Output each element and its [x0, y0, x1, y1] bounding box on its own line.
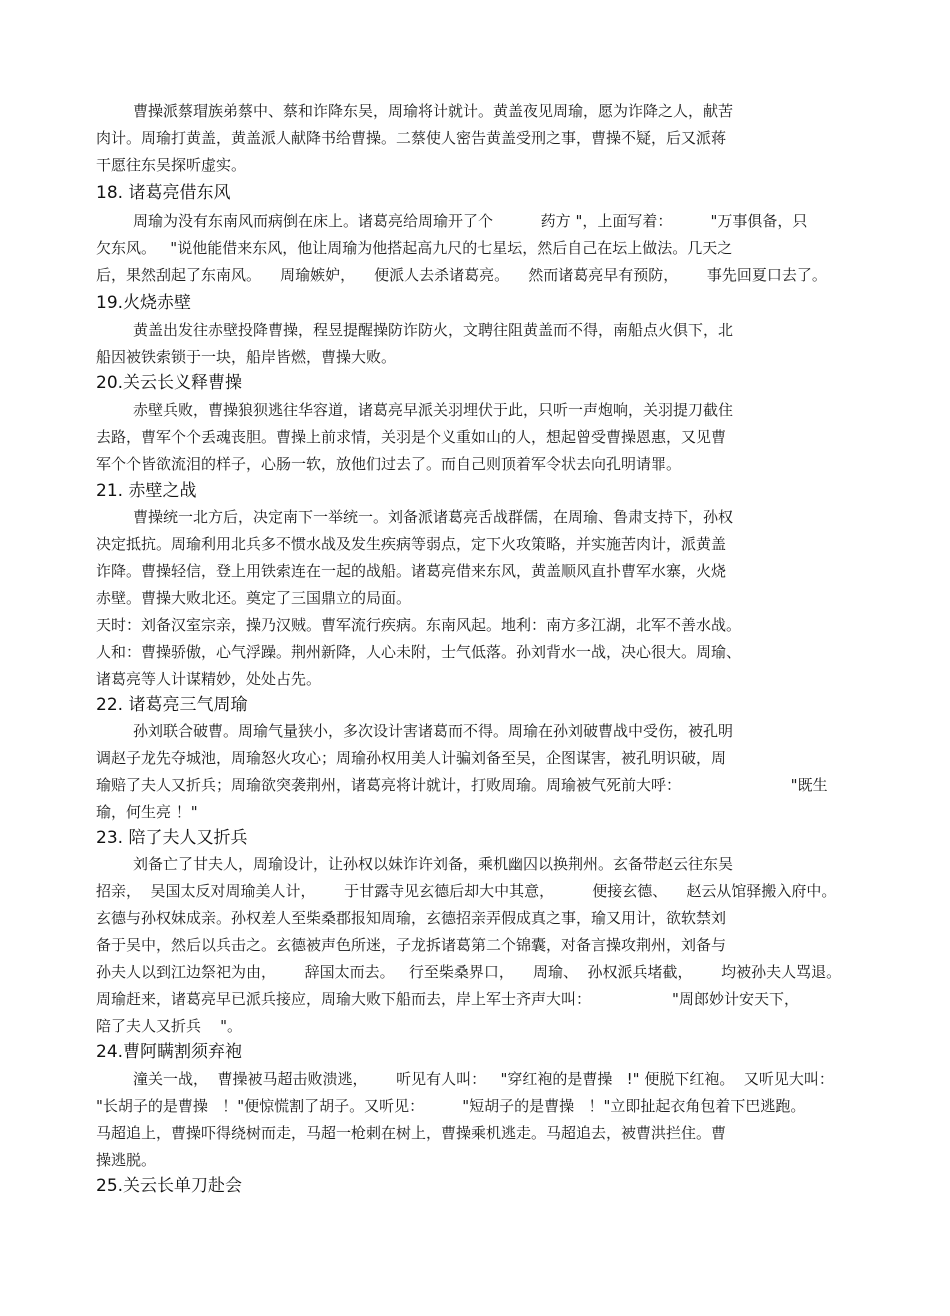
text-line: 欠东风。 "说他能借来东风，他让周瑜为他搭起高九尺的七星坛，然后自己在坛上做法。几天之 [96, 239, 733, 257]
text-line: 操逃脱。 [96, 1151, 157, 1169]
text-line: 去路，曹军个个丢魂丧胆。曹操上前求情，关羽是个义重如山的人，想起曾受曹操恩惠，又见曹 [96, 428, 727, 446]
text-line: 黄盖出发往赤壁投降曹操，程昱提醒操防诈防火，文聘往阻黄盖而不得，南船点火俱下，北 [133, 321, 734, 339]
text-line: 周瑜为没有东南风而病倒在床上。诸葛亮给周瑜开了个 药方 "，上面写着： "万事俱备，只 [133, 212, 808, 230]
text-line: 诈降。曹操轻信，登上用铁索连在一起的战船。诸葛亮借来东风，黄盖顺风直扑曹军水寨，火烧 [96, 562, 727, 580]
section-heading: 18. 诸葛亮借东风 [96, 183, 231, 203]
text-line: 决定抵抗。周瑜利用北兵多不惯水战及发生疾病等弱点，定下火攻策略，并实施苦肉计，派黄盖 [96, 535, 727, 553]
text-line: 招亲， 吴国太反对周瑜美人计， 于甘露寺见玄德后却大中其意， 便接玄德、 赵云从馆驿搬入府中。 [96, 882, 837, 900]
text-line: 诸葛亮等人计谋精妙，处处占先。 [96, 670, 322, 688]
text-line: 人和：曹操骄傲，心气浮躁。荆州新降，人心未附，士气低落。孙刘背水一战，决心很大。周瑜、 [96, 643, 742, 661]
text-line: "长胡子的是曹操 ！"便惊慌割了胡子。又听见： "短胡子的是曹操 ！"立即扯起衣角包着下巴逃跑。 [96, 1097, 806, 1115]
text-line: 孙刘联合破曹。周瑜气量狭小，多次设计害诸葛而不得。周瑜在孙刘破曹战中受伤，被孔明 [133, 722, 734, 740]
section-heading: 21. 赤壁之战 [96, 481, 197, 501]
section-heading: 25.关云长单刀赴会 [96, 1176, 243, 1196]
text-line: 瑜赔了夫人又折兵；周瑜欲突袭荆州，诸葛亮将计就计，打败周瑜。周瑜被气死前大呼： "既生 [96, 776, 828, 794]
text-line: 后，果然刮起了东南风。 周瑜嫉妒， 便派人去杀诸葛亮。 然而诸葛亮早有预防， 事先回夏口去了。 [96, 266, 827, 284]
text-line: 曹操统一北方后，决定南下一举统一。刘备派诸葛亮舌战群儒，在周瑜、鲁肃支持下，孙权 [133, 508, 734, 526]
text-line: 赤壁。曹操大败北还。奠定了三国鼎立的局面。 [96, 589, 412, 607]
text-line: 调赵子龙先夺城池，周瑜怒火攻心；周瑜孙权用美人计骗刘备至吴，企图谋害，被孔明识破，周 [96, 749, 727, 767]
text-line: 周瑜赶来，诸葛亮早已派兵接应，周瑜大败下船而去，岸上军士齐声大叫： "周郎妙计安天下， [96, 990, 799, 1008]
text-line: 陪了夫人又折兵 "。 [96, 1017, 242, 1035]
text-line: 马超追上，曹操吓得绕树而走，马超一枪刺在树上，曹操乘机逃走。马超追去，被曹洪拦住。曹 [96, 1124, 727, 1142]
text-line: 孙夫人以到江边祭祀为由， 辞国太而去。 行至柴桑界口， 周瑜、 孙权派兵堵截， 均被孙夫人骂退。 [96, 963, 842, 981]
text-line: 玄德与孙权妹成亲。孙权差人至柴桑郡报知周瑜，玄德招亲弄假成真之事，瑜又用计，欲软禁刘 [96, 909, 727, 927]
text-line: 天时：刘备汉室宗亲，操乃汉贼。曹军流行疾病。东南风起。地利：南方多江湖，北军不善水战。 [96, 616, 742, 634]
text-line: 干愿往东吴探听虚实。 [96, 156, 247, 174]
section-heading: 23. 陪了夫人又折兵 [96, 828, 248, 848]
text-line: 潼关一战， 曹操被马超击败溃逃， 听见有人叫： "穿红袍的是曹操 !" 便脱下红袍。 又听见大叫： [133, 1070, 834, 1088]
text-line: 刘备亡了甘夫人，周瑜设计，让孙权以妹诈许刘备，乘机幽囚以换荆州。玄备带赵云往东吴 [133, 855, 734, 873]
text-line: 军个个皆欲流泪的样子，心肠一软，放他们过去了。而自己则顶着军令状去向孔明请罪。 [96, 455, 682, 473]
text-line: 备于吴中，然后以兵击之。玄德被声色所迷，子龙拆诸葛第二个锦囊，对备言操攻荆州，刘备与 [96, 936, 727, 954]
text-line: 曹操派蔡瑁族弟蔡中、蔡和诈降东吴，周瑜将计就计。黄盖夜见周瑜，愿为诈降之人，献苦 [133, 102, 734, 120]
text-line: 赤壁兵败，曹操狼狈逃往华容道，诸葛亮早派关羽埋伏于此，只听一声炮响，关羽提刀截住 [133, 401, 734, 419]
text-line: 船因被铁索锁于一块，船岸皆燃，曹操大败。 [96, 348, 397, 366]
text-line: 肉计。周瑜打黄盖，黄盖派人献降书给曹操。二蔡使人密告黄盖受刑之事，曹操不疑，后又派蒋 [96, 129, 727, 147]
section-heading: 24.曹阿瞒割须弃袍 [96, 1042, 243, 1062]
section-heading: 22. 诸葛亮三气周瑜 [96, 695, 248, 715]
text-line: 瑜，何生亮 ！" [96, 803, 198, 821]
section-heading: 20.关云长义释曹操 [96, 373, 243, 393]
section-heading: 19.火烧赤壁 [96, 293, 192, 313]
